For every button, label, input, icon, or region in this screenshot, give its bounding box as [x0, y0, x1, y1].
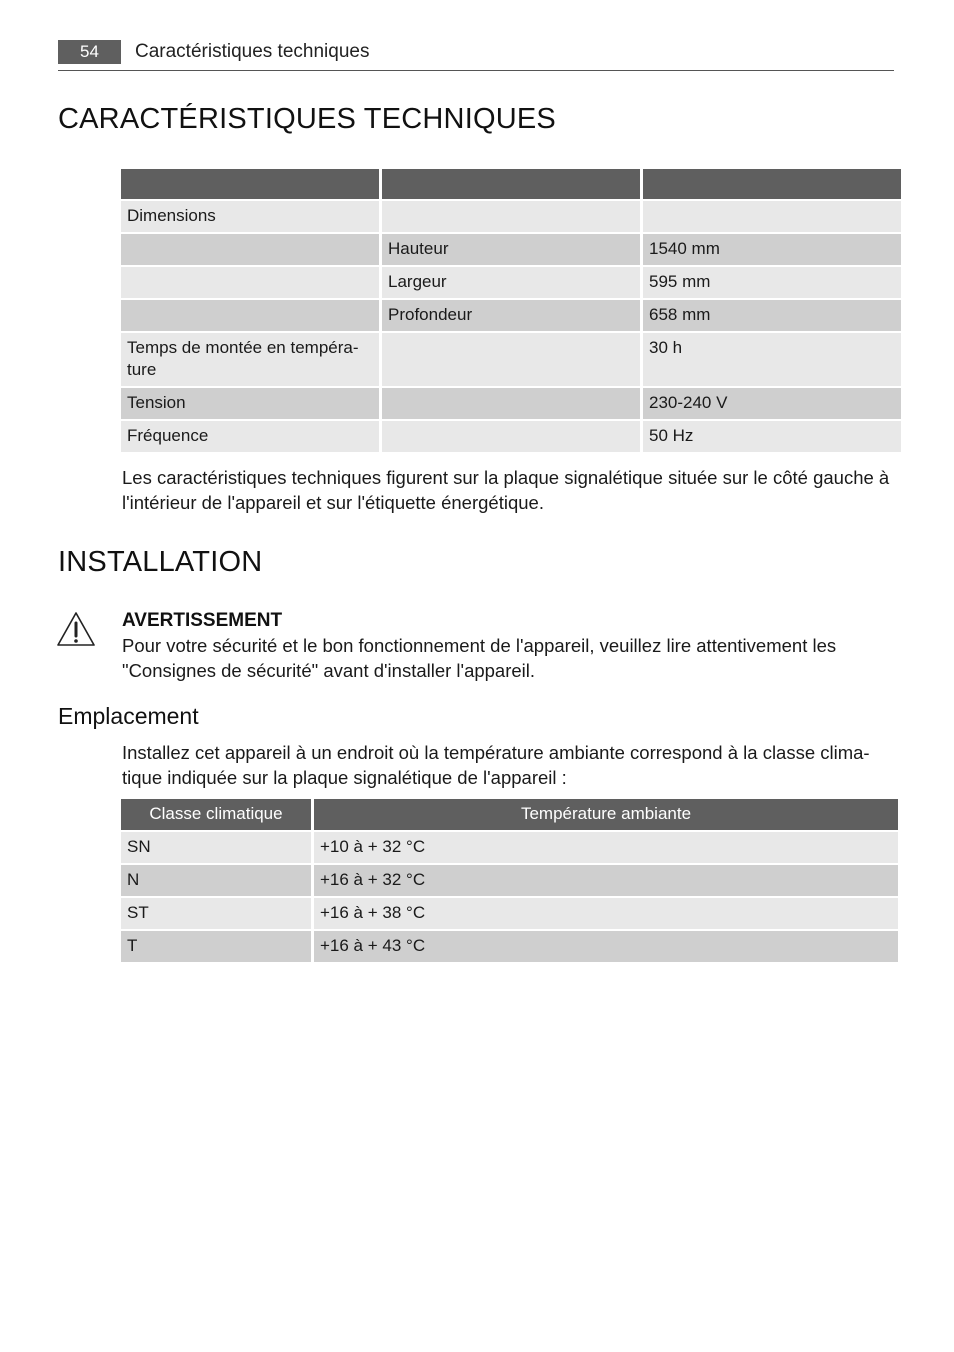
table-cell: ST — [121, 898, 311, 929]
table-header-row — [121, 799, 898, 830]
table-cell — [643, 201, 901, 232]
section-title-specs: CARACTÉRISTIQUES TECHNIQUES — [58, 103, 556, 135]
table-cell: Tension — [121, 388, 379, 419]
table-cell: +16 à + 38 °C — [314, 898, 898, 929]
page-header — [58, 40, 894, 71]
table-row — [121, 234, 901, 265]
warning-triangle-icon — [56, 611, 96, 647]
table-cell: N — [121, 865, 311, 896]
table-row — [121, 421, 901, 452]
page-number: 54 — [58, 40, 121, 64]
table-cell: 50 Hz — [643, 421, 901, 452]
table-row — [121, 201, 901, 232]
table-cell: +10 à + 32 °C — [314, 832, 898, 863]
table-header-cell — [643, 169, 901, 199]
table-cell: T — [121, 931, 311, 962]
warning-title: AVERTISSEMENT — [122, 610, 283, 631]
table-header-row — [121, 169, 901, 199]
table-row — [121, 898, 898, 929]
table-cell: Profondeur — [382, 300, 640, 331]
table-cell — [121, 267, 379, 298]
table-header-classe: Classe climatique — [121, 799, 311, 830]
table-row — [121, 388, 901, 419]
table-cell — [382, 388, 640, 419]
table-row — [121, 931, 898, 962]
specs-table — [118, 167, 904, 454]
table-header-cell — [382, 169, 640, 199]
emplacement-text: Installez cet appareil à un endroit où la température ambiante correspond à la classe clima-tique indiquée sur la plaque signalétique de l'appareil : — [122, 742, 870, 788]
table-cell: Fréquence — [121, 421, 379, 452]
table-header-temperature: Température ambiante — [314, 799, 898, 830]
table-cell: Largeur — [382, 267, 640, 298]
table-cell — [382, 201, 640, 232]
climate-class-table — [118, 797, 901, 964]
table-cell: 230-240 V — [643, 388, 901, 419]
warning-text: Pour votre sécurité et le bon fonctionnement de l'appareil, veuillez lire attentivement les "Consignes de sécurité" avant d'installer l'appareil. — [122, 635, 837, 681]
table-cell — [382, 333, 640, 386]
table-row — [121, 300, 901, 331]
specs-note: Les caractéristiques techniques figurent sur la plaque signalétique située sur le côté gauche à l'intérieur de l'appareil et sur l'étiquette énergétique. — [122, 467, 890, 513]
table-cell — [121, 300, 379, 331]
table-header-cell — [121, 169, 379, 199]
table-cell: 595 mm — [643, 267, 901, 298]
section-title-installation: INSTALLATION — [58, 546, 263, 578]
table-cell: +16 à + 32 °C — [314, 865, 898, 896]
table-row — [121, 267, 901, 298]
table-cell: 1540 mm — [643, 234, 901, 265]
table-cell — [382, 421, 640, 452]
table-cell: Hauteur — [382, 234, 640, 265]
table-cell: Dimensions — [121, 201, 379, 232]
table-cell: Temps de montée en tempéra-ture — [121, 333, 379, 386]
running-title: Caractéristiques techniques — [135, 41, 370, 62]
table-cell: SN — [121, 832, 311, 863]
table-cell: 30 h — [643, 333, 901, 386]
table-cell — [121, 234, 379, 265]
table-cell: 658 mm — [643, 300, 901, 331]
table-row — [121, 333, 901, 386]
table-row — [121, 832, 898, 863]
table-row — [121, 865, 898, 896]
subsection-title-emplacement: Emplacement — [58, 703, 199, 729]
table-cell: +16 à + 43 °C — [314, 931, 898, 962]
